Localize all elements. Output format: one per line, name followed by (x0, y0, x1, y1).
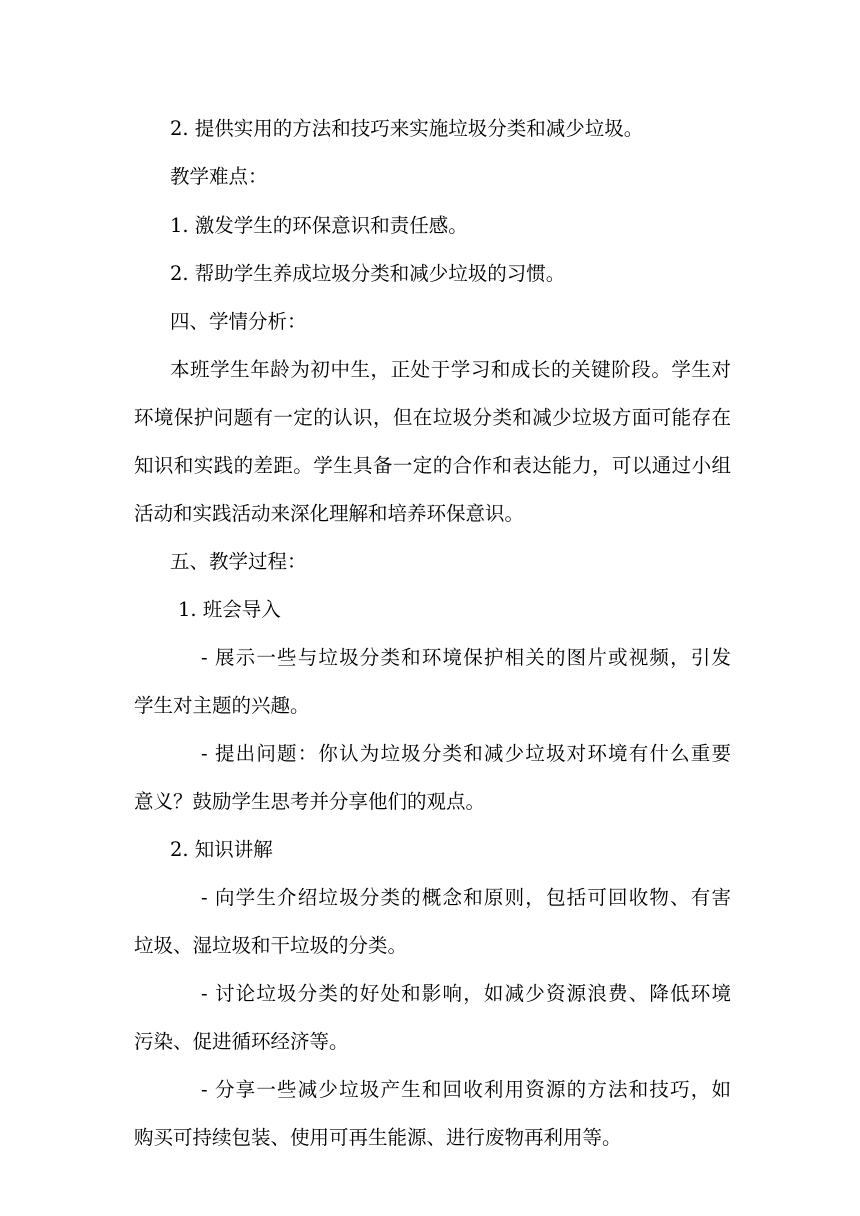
process-step-1-bullet-2-line-1: - 提出问题：你认为垃圾分类和减少垃圾对环境有什么重要 (201, 742, 731, 765)
process-step-2-bullet-3-line-2: 购买可持续包装、使用可再生能源、进行废物再利用等。 (134, 1126, 622, 1149)
process-step-2-bullet-2-line-2: 污染、促进循环经济等。 (134, 1030, 349, 1053)
process-step-2-title: 2. 知识讲解 (170, 838, 273, 861)
difficulty-item-1: 1. 激发学生的环保意识和责任感。 (170, 214, 468, 237)
analysis-paragraph-line-1: 本班学生年龄为初中生，正处于学习和成长的关键阶段。学生对 (170, 358, 731, 381)
analysis-paragraph-line-4: 活动和实践活动来深化理解和培养环保意识。 (134, 502, 525, 525)
process-step-2-bullet-2-line-1: - 讨论垃圾分类的好处和影响，如减少资源浪费、降低环境 (201, 982, 731, 1005)
section-heading-teaching-process: 五、教学过程： (170, 550, 307, 573)
process-step-2-bullet-3-line-1: - 分享一些减少垃圾产生和回收利用资源的方法和技巧，如 (201, 1078, 731, 1101)
process-step-2-bullet-1-line-2: 垃圾、湿垃圾和干垃圾的分类。 (134, 934, 408, 957)
analysis-paragraph-line-2: 环境保护问题有一定的认识，但在垃圾分类和减少垃圾方面可能存在 (134, 406, 731, 429)
process-step-1-bullet-2-line-2: 意义？鼓励学生思考并分享他们的观点。 (134, 790, 486, 813)
process-step-2-bullet-1-line-1: - 向学生介绍垃圾分类的概念和原则，包括可回收物、有害 (201, 886, 731, 909)
difficulty-point-2-prior: 2. 提供实用的方法和技巧来实施垃圾分类和减少垃圾。 (170, 117, 644, 140)
analysis-paragraph-line-3: 知识和实践的差距。学生具备一定的合作和表达能力，可以通过小组 (134, 454, 731, 477)
section-heading-learning-analysis: 四、学情分析： (170, 310, 307, 333)
difficulty-item-2: 2. 帮助学生养成垃圾分类和减少垃圾的习惯。 (170, 262, 566, 285)
process-step-1-title: 1. 班会导入 (178, 598, 281, 621)
teaching-difficulties-heading: 教学难点： (170, 165, 268, 188)
process-step-1-bullet-1-line-1: - 展示一些与垃圾分类和环境保护相关的图片或视频，引发 (201, 646, 731, 669)
process-step-1-bullet-1-line-2: 学生对主题的兴趣。 (134, 694, 310, 717)
